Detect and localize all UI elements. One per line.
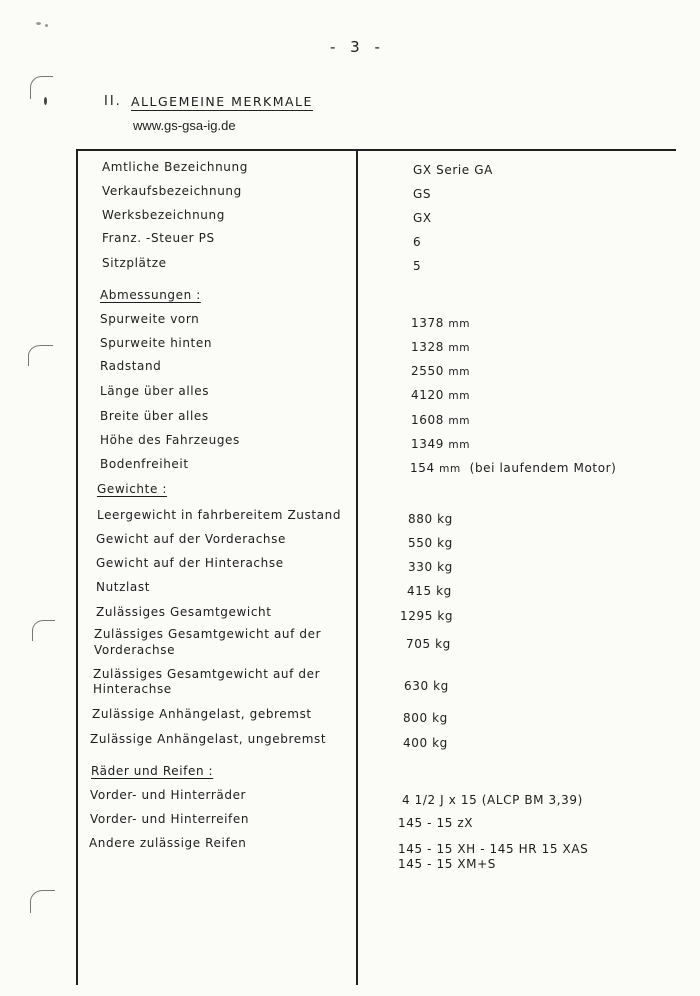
section-number: II. (104, 94, 122, 109)
scan-speck (44, 97, 47, 105)
row-value: 4 1/2 J x 15 (ALCP BM 3,39) (402, 793, 583, 807)
row-value: 6 (413, 235, 422, 249)
website-url: www.gs-gsa-ig.de (133, 118, 236, 133)
row-value: 1328 mm (411, 340, 471, 354)
row-label: Gewicht auf der Vorderachse (96, 532, 286, 546)
row-value: 1295 kg (400, 609, 454, 623)
row-label: Franz. -Steuer PS (102, 231, 215, 245)
row-value: 4120 mm (411, 388, 471, 402)
row-label: Zulässiges Gesamtgewicht auf der (94, 627, 322, 641)
section-title: ALLGEMEINE MERKMALE (131, 94, 313, 109)
spec-table (76, 149, 676, 985)
row-value: 5 (413, 259, 422, 273)
row-label: Spurweite vorn (100, 312, 200, 326)
row-value: 880 kg (408, 512, 453, 526)
row-label: Breite über alles (100, 409, 209, 423)
row-label: Zulässige Anhängelast, ungebremst (90, 732, 327, 746)
section-header-weights: Gewichte : (97, 482, 167, 496)
row-label: Vorder- und Hinterräder (90, 788, 247, 802)
row-value: 550 kg (408, 536, 453, 550)
row-label: Werksbezeichnung (102, 208, 225, 222)
row-label-continued: Vorderachse (94, 643, 176, 657)
row-value: GS (413, 187, 432, 201)
row-label: Spurweite hinten (100, 336, 213, 350)
row-value: 145 - 15 zX (398, 816, 474, 830)
row-label: Vorder- und Hinterreifen (90, 812, 250, 826)
scan-speck (45, 24, 48, 27)
row-value: GX Serie GA (413, 163, 493, 177)
scan-mark (30, 890, 55, 913)
row-value: 630 kg (404, 679, 449, 693)
row-value: 154 mm (bei laufendem Motor) (410, 461, 617, 475)
row-label: Länge über alles (100, 384, 210, 398)
section-header-dimensions: Abmessungen : (100, 288, 201, 302)
scan-mark (28, 345, 53, 366)
scan-mark (30, 76, 53, 99)
row-label: Gewicht auf der Hinterachse (96, 556, 284, 570)
row-value: 400 kg (403, 736, 448, 750)
row-label-continued: Hinterachse (93, 682, 172, 696)
row-value: 2550 mm (411, 364, 471, 378)
row-value: 330 kg (408, 560, 453, 574)
section-header-wheels: Räder und Reifen : (91, 764, 214, 778)
row-value: 800 kg (403, 711, 448, 725)
scan-mark (32, 620, 55, 641)
row-value: GX (413, 211, 432, 225)
row-value: 145 - 15 XH - 145 HR 15 XAS (398, 842, 589, 856)
row-label: Leergewicht in fahrbereitem Zustand (97, 508, 342, 522)
row-label: Sitzplätze (102, 256, 167, 270)
page-number: - 3 - (330, 38, 385, 56)
row-value: 705 kg (406, 637, 451, 651)
row-label: Verkaufsbezeichnung (102, 184, 242, 198)
row-label: Nutzlast (96, 580, 151, 594)
row-label: Höhe des Fahrzeuges (100, 433, 240, 447)
table-top-rule (76, 149, 676, 151)
row-value: 415 kg (407, 584, 452, 598)
row-label: Zulässige Anhängelast, gebremst (92, 707, 312, 721)
row-label: Andere zulässige Reifen (89, 836, 247, 850)
row-value-continued: 145 - 15 XM+S (398, 857, 496, 871)
row-value: 1378 mm (411, 316, 471, 330)
row-label: Zulässiges Gesamtgewicht auf der (93, 667, 321, 681)
table-left-rule (76, 149, 78, 985)
row-value: 1608 mm (411, 413, 471, 427)
row-label: Radstand (100, 359, 162, 373)
row-label: Bodenfreiheit (100, 457, 189, 471)
scan-speck (36, 22, 41, 25)
row-value: 1349 mm (411, 437, 471, 451)
row-label: Zulässiges Gesamtgewicht (96, 605, 272, 619)
row-label: Amtliche Bezeichnung (102, 160, 248, 174)
table-column-divider (356, 149, 358, 985)
